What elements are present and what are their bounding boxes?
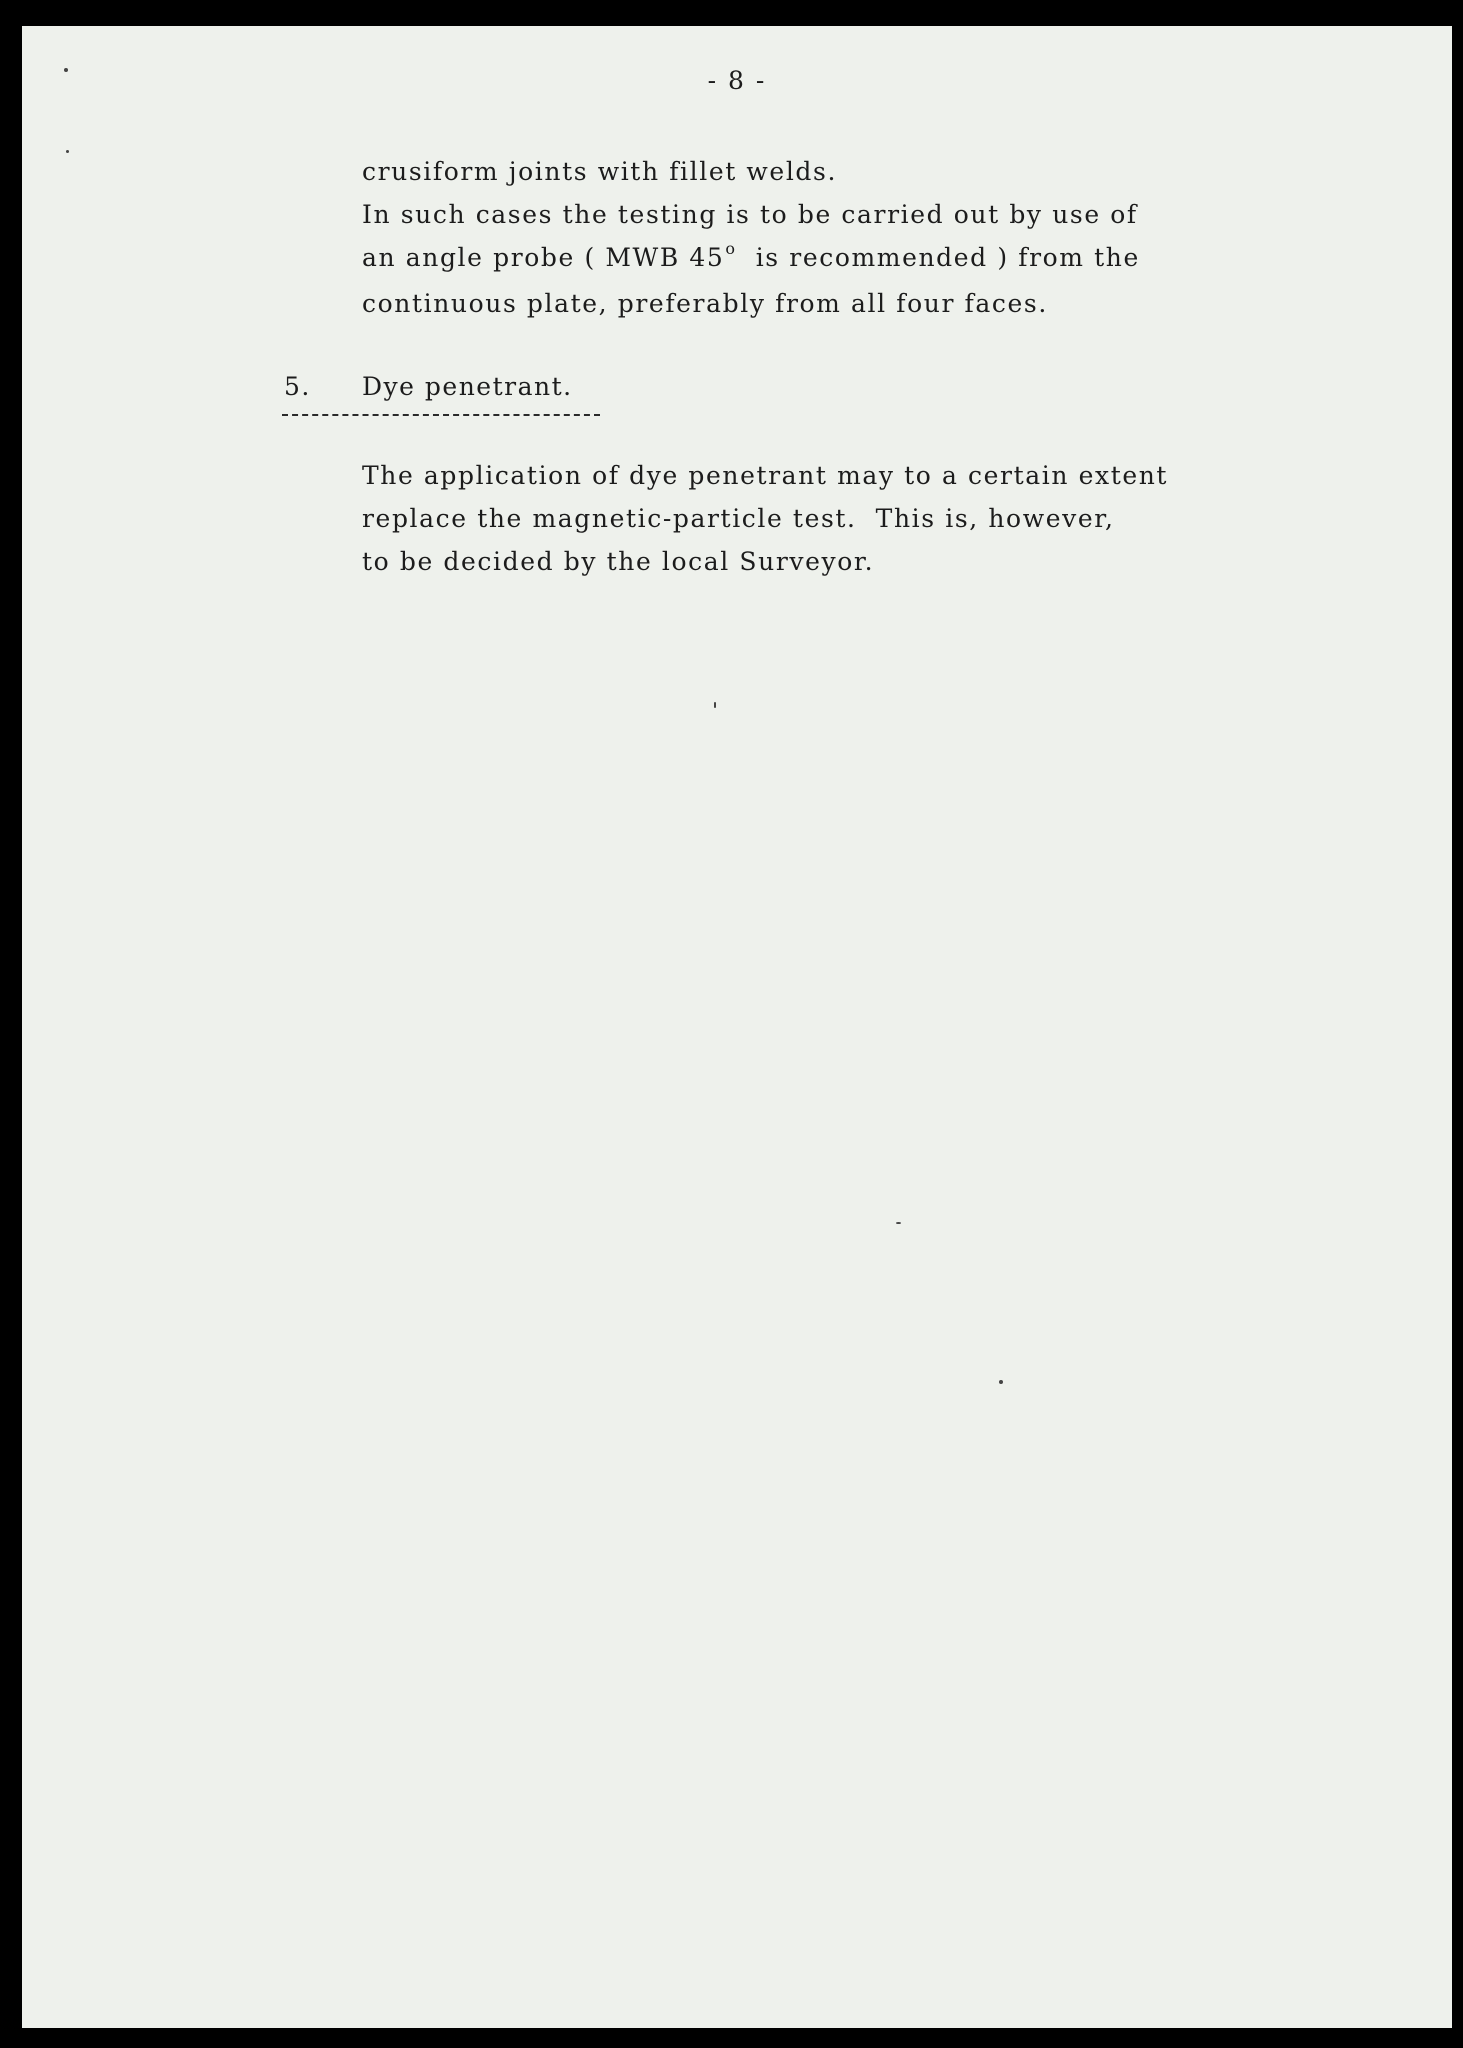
paragraph-dye-penetrant [362, 454, 1168, 583]
text-span: is recommended ) from the [736, 243, 1140, 272]
text-line: replace the magnetic-particle test. This is, however, [362, 504, 1115, 533]
text-line: crusiform joints with fillet welds. [362, 157, 837, 186]
section-number: 5. [284, 372, 311, 401]
section-underline [282, 414, 600, 416]
text-line: In such cases the testing is to be carried out by use of [362, 200, 1138, 229]
scan-speck [66, 150, 69, 153]
section-title: Dye penetrant. [362, 372, 573, 401]
degree-superscript: o [725, 239, 737, 258]
text-line: to be decided by the local Surveyor. [362, 547, 875, 576]
document-page [22, 26, 1452, 2028]
text-span: an angle probe ( MWB 45 [362, 243, 725, 272]
paragraph-welds [362, 150, 1140, 325]
scan-speck [896, 1222, 901, 1224]
text-line: The application of dye penetrant may to a certain extent [362, 461, 1169, 490]
scan-speck [714, 702, 716, 708]
scan-speck [999, 1380, 1003, 1384]
text-line: continuous plate, preferably from all four faces. [362, 289, 1048, 318]
text-line [362, 236, 1140, 282]
page-number: - 8 - [707, 66, 767, 95]
